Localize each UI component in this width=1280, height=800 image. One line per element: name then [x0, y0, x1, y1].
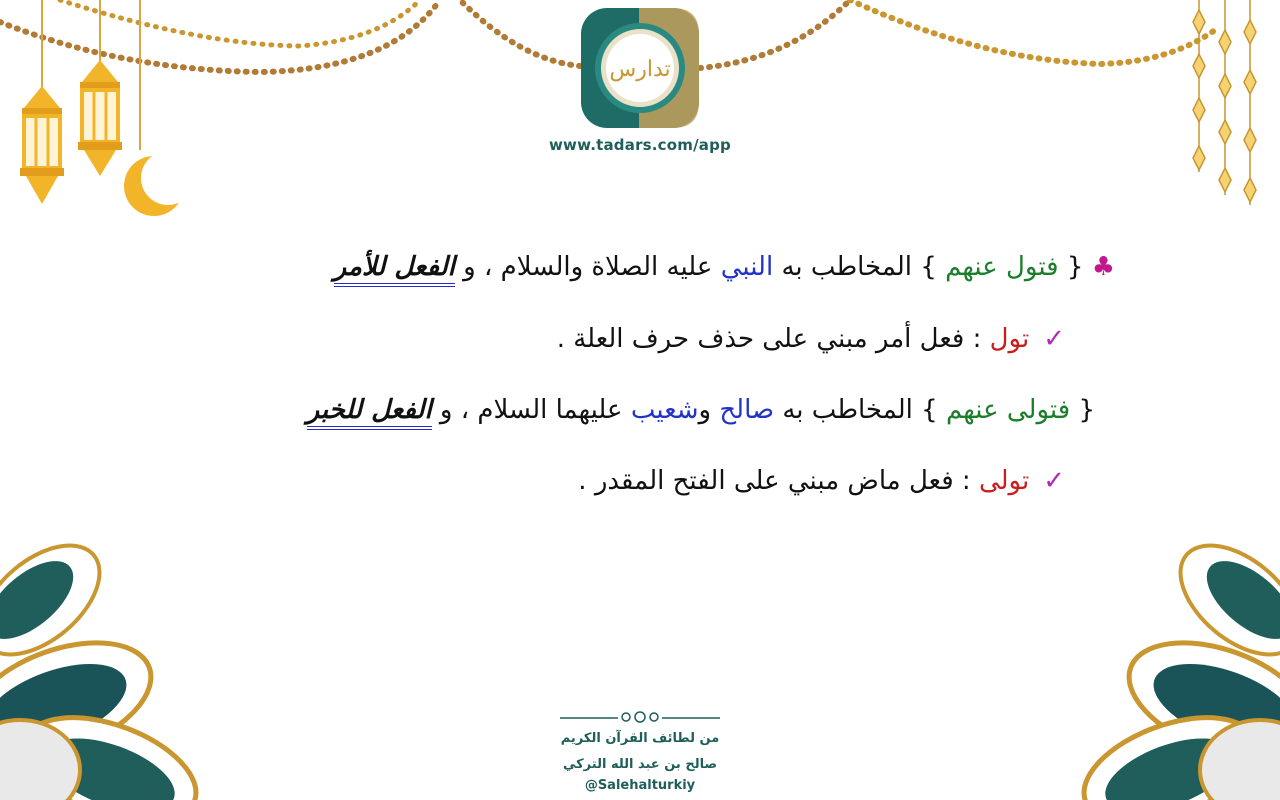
hanging-diamonds-icon	[1193, 0, 1256, 205]
highlight-salih: صالح	[719, 395, 775, 425]
divider-ornament	[560, 709, 720, 725]
brace-open: {	[1078, 395, 1095, 425]
text-segment: : فعل أمر مبني على حذف حرف العلة .	[556, 324, 990, 354]
lantern-icon	[78, 60, 122, 176]
highlight-shuaib: شعيب	[630, 395, 699, 425]
flower-ornament-right	[1070, 524, 1280, 800]
logo-text: تدارس	[609, 57, 671, 82]
underlined-phrase: الفعل للأمر	[334, 252, 455, 287]
word-highlight: تولى	[978, 466, 1030, 496]
brace-close: }	[921, 395, 938, 425]
brace-open: {	[1066, 252, 1084, 282]
credit-handle[interactable]: @Salehalturkiy	[584, 778, 696, 793]
text-segment: المخاطب به	[774, 395, 922, 425]
garland-right	[460, 0, 1215, 68]
check-icon: ✓	[1043, 324, 1065, 354]
verse-phrase: فتول عنهم	[945, 252, 1059, 282]
underlined-phrase: الفعل للخبر	[307, 395, 432, 430]
flower-ornament-left	[0, 524, 210, 800]
club-bullet-icon: ♣	[1091, 252, 1115, 282]
lantern-icon	[20, 86, 64, 204]
crescent-moon-icon	[124, 151, 195, 216]
text-segment: : فعل ماض مبني على الفتح المقدر .	[578, 466, 979, 496]
verse-line-2	[557, 324, 1065, 354]
highlight-nabi: النبي	[720, 252, 774, 282]
tadars-logo	[579, 6, 701, 130]
website-url[interactable]: www.tadars.com/app	[549, 136, 731, 154]
credit-series: من لطائف القرآن الكريم	[560, 731, 720, 746]
text-segment: عليهما السلام ، و	[431, 395, 631, 425]
text-segment: و	[698, 395, 720, 425]
verse-phrase: فتولى عنهم	[945, 395, 1071, 425]
text-segment: عليه الصلاة والسلام ، و	[454, 252, 721, 282]
verse-line-1	[334, 252, 1115, 282]
credit-author: صالح بن عبد الله التركي	[562, 757, 718, 772]
word-highlight: تول	[989, 324, 1030, 354]
verse-line-4	[578, 466, 1065, 496]
garland-left	[0, 0, 440, 72]
text-segment: المخاطب به	[773, 252, 921, 282]
verse-line-3	[307, 395, 1095, 425]
check-icon: ✓	[1043, 466, 1065, 496]
brace-close: }	[920, 252, 937, 282]
